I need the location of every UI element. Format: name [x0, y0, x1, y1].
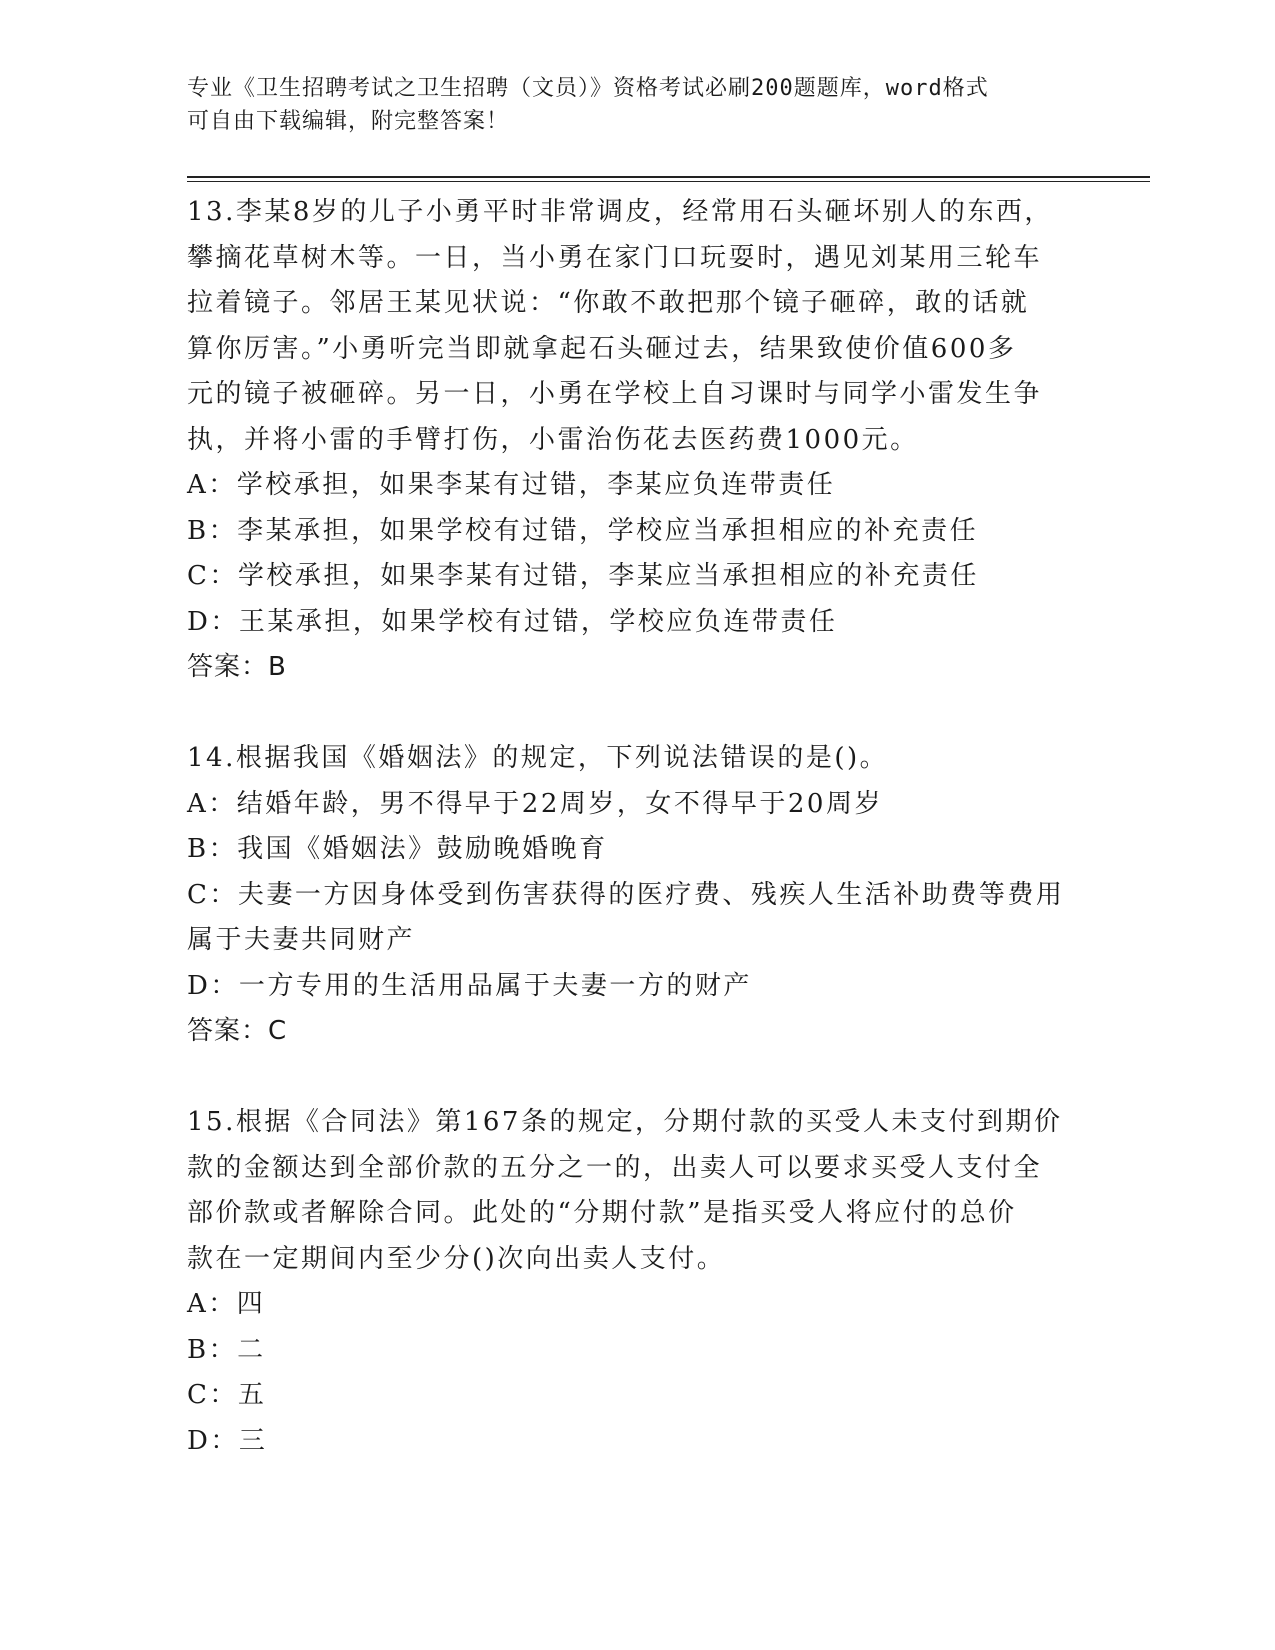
option-b: B：二	[187, 1334, 266, 1365]
option-c: C：夫妻一方因身体受到伤害获得的医疗费、残疾人生活补助费等费用	[187, 879, 1065, 910]
question-list	[187, 190, 1087, 1464]
answer-label: 答案：C	[187, 1016, 288, 1046]
option-a: A：四	[187, 1289, 266, 1319]
question-stem-line: 算你厉害。”小勇听完当即就拿起石头砸过去，结果致使价值600多	[187, 333, 1017, 364]
header-divider-thick	[187, 176, 1150, 178]
option-d: D：三	[187, 1425, 268, 1456]
question-stem-line: 元的镜子被砸碎。另一日，小勇在学校上自习课时与同学小雷发生争	[187, 379, 1043, 409]
header-divider-thin	[187, 181, 1150, 182]
question-stem-line: 款的金额达到全部价款的五分之一的，出卖人可以要求买受人支付全	[187, 1152, 1043, 1183]
option-b: B：我国《婚姻法》鼓励晚婚晚育	[187, 834, 608, 864]
option-d: D：一方专用的生活用品属于夫妻一方的财产	[187, 970, 752, 1001]
option-a: A：结婚年龄，男不得早于22周岁，女不得早于20周岁	[187, 788, 883, 819]
question-stem-line: 款在一定期间内至少分()次向出卖人支付。	[187, 1243, 726, 1274]
document-header	[187, 72, 1067, 138]
question-stem-line: 部价款或者解除合同。此处的“分期付款”是指买受人将应付的总价	[187, 1198, 1017, 1228]
option-b: B：李某承担，如果学校有过错，学校应当承担相应的补充责任	[187, 515, 979, 546]
header-line-1: 专业《卫生招聘考试之卫生招聘（文员）》资格考试必刷200题题库，word格式	[187, 76, 989, 101]
answer-label: 答案：B	[187, 652, 287, 682]
question-stem-line: 14.根据我国《婚姻法》的规定，下列说法错误的是()。	[187, 743, 889, 773]
question-15	[187, 1100, 1087, 1464]
question-stem-line: 执，并将小雷的手臂打伤，小雷治伤花去医药费1000元。	[187, 424, 919, 455]
question-stem-line: 13.李某8岁的儿子小勇平时非常调皮，经常用石头砸坏别人的东西，	[187, 197, 1053, 227]
option-d: D：王某承担，如果学校有过错，学校应负连带责任	[187, 606, 838, 637]
header-line-2: 可自由下载编辑，附完整答案！	[187, 109, 510, 134]
option-c-continued: 属于夫妻共同财产	[187, 925, 416, 955]
question-14	[187, 736, 1087, 1055]
spacer	[187, 691, 1087, 737]
spacer	[187, 1055, 1087, 1101]
question-stem-line: 15.根据《合同法》第167条的规定，分期付款的买受人未支付到期价	[187, 1107, 1063, 1137]
question-13	[187, 190, 1087, 691]
option-c: C：学校承担，如果李某有过错，李某应当承担相应的补充责任	[187, 561, 979, 591]
option-c: C：五	[187, 1380, 267, 1410]
question-stem-line: 攀摘花草树木等。一日，当小勇在家门口玩耍时，遇见刘某用三轮车	[187, 242, 1043, 273]
option-a: A：学校承担，如果李某有过错，李某应负连带责任	[187, 470, 836, 500]
question-stem-line: 拉着镜子。邻居王某见状说：“你敢不敢把那个镜子砸碎，敢的话就	[187, 288, 1030, 318]
